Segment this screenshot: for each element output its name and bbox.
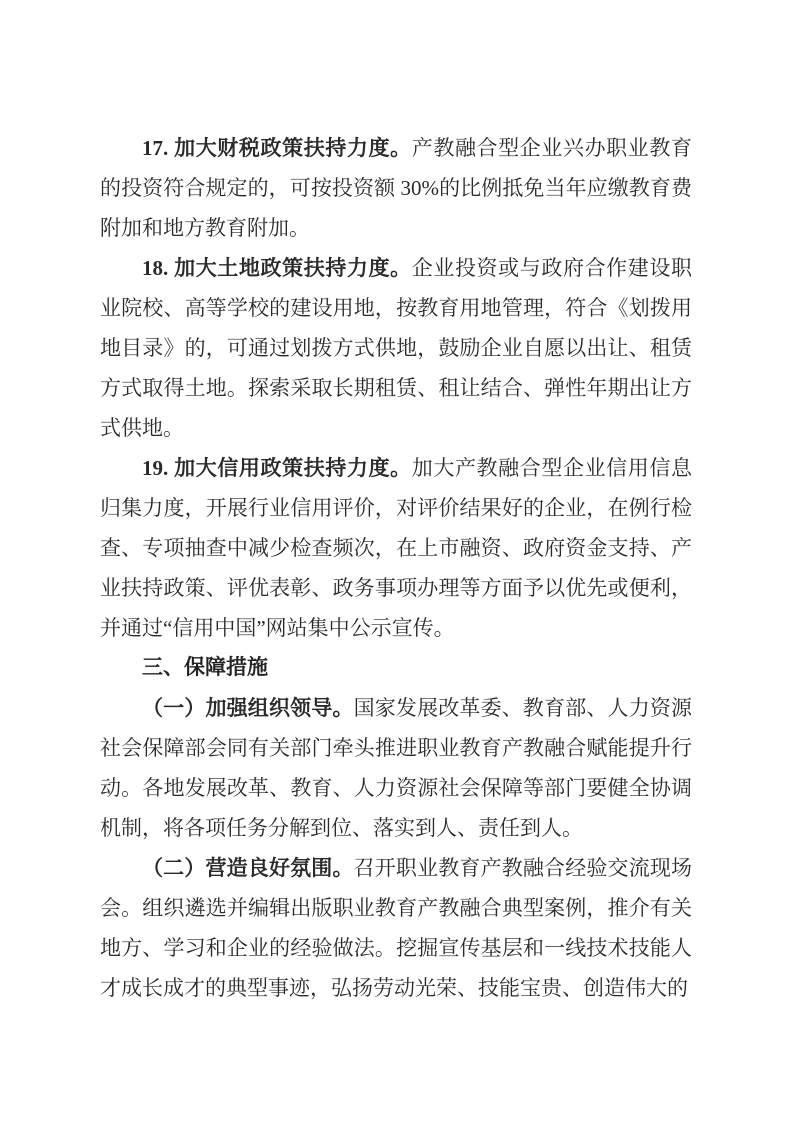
paragraph-subitem-2 — [100, 848, 692, 1008]
paragraph-item-17-text: 产教融合型企业兴办职业教育的投资符合规定的，可按投资额 30%的比例抵免当年应缴教育费附加和地方教育附加。 — [100, 136, 692, 240]
paragraph-subitem-1 — [100, 688, 692, 848]
paragraph-item-19-lead: 19. 加大信用政策扶持力度。 — [142, 456, 412, 480]
paragraph-item-18 — [100, 248, 692, 448]
paragraph-item-17-lead: 17. 加大财税政策扶持力度。 — [142, 136, 412, 160]
paragraph-subitem-1-lead: （一）加强组织领导。 — [142, 696, 354, 720]
paragraph-item-19-text: 加大产教融合型企业信用信息归集力度，开展行业信用评价，对评价结果好的企业，在例行检查、专项抽查中减少检查频次，在上市融资、政府资金支持、产业扶持政策、评优表彰、政务事项办理等方面予以优先或便利，并通过“信用中国”网站集中公示宣传。 — [100, 456, 692, 640]
paragraph-item-17 — [100, 128, 692, 248]
paragraph-item-18-text: 企业投资或与政府合作建设职业院校、高等学校的建设用地，按教育用地管理，符合《划拨用地目录》的，可通过划拨方式供地，鼓励企业自愿以出让、租赁方式取得土地。探索采取长期租赁、租让结合、弹性年期出让方式供地。 — [100, 256, 692, 440]
document-body — [100, 128, 692, 1008]
section-heading-safeguard-measures: 三、保障措施 — [142, 656, 268, 679]
paragraph-item-18-lead: 18. 加大土地政策扶持力度。 — [142, 256, 412, 280]
paragraph-subitem-1-text: 国家发展改革委、教育部、人力资源社会保障部会同有关部门牵头推进职业教育产教融合赋能提升行动。各地发展改革、教育、人力资源社会保障等部门要健全协调机制，将各项任务分解到位、落实到人、责任到人。 — [100, 696, 693, 840]
paragraph-subitem-2-lead: （二）营造良好氛围。 — [142, 856, 354, 880]
paragraph-subitem-2-text: 召开职业教育产教融合经验交流现场会。组织遴选并编辑出版职业教育产教融合典型案例，推介有关地方、学习和企业的经验做法。挖掘宣传基层和一线技术技能人才成长成才的典型事迹，弘扬劳动光荣、技能宝贵、创造伟大的 — [100, 856, 693, 1000]
paragraph-item-19 — [100, 448, 692, 648]
